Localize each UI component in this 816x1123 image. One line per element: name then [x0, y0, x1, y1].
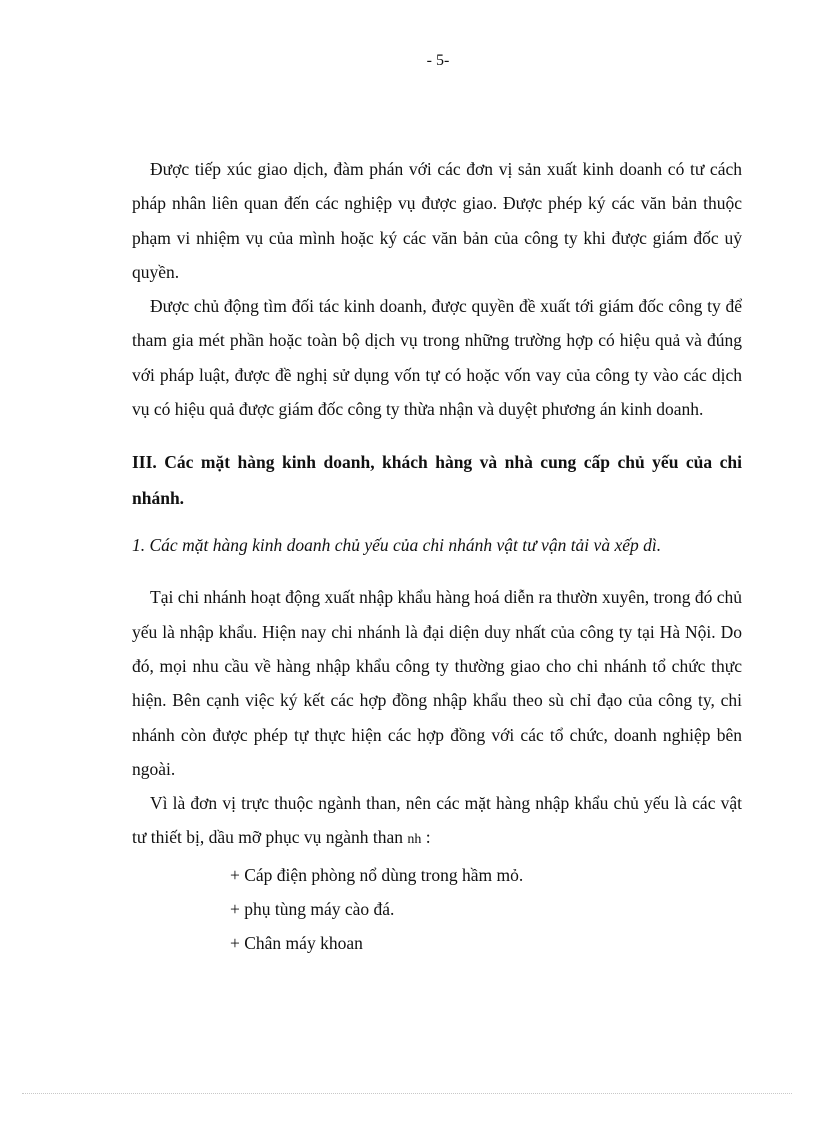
list-item: + Cáp điện phòng nổ dùng trong hầm mỏ. — [230, 864, 524, 885]
page-number: - 5- — [426, 52, 450, 69]
main-goods-text: Vì là đơn vị trực thuộc ngành than, nên các mặt hàng nhập khẩu chủ yếu là các vật tư thiết bị, dầu mỡ phục vụ ngành than — [132, 793, 742, 848]
subsection-heading-1: 1. Các mặt hàng kinh doanh chủ yếu của chi nhánh vật tư vận tải và xếp dì. — [132, 535, 662, 556]
goods-list — [132, 858, 742, 961]
list-item: + Chân máy khoan — [230, 933, 363, 954]
paragraph-authority: Được tiếp xúc giao dịch, đàm phán với các đơn vị sản xuất kinh doanh có tư cách pháp nhân liên quan đến các nghiệp vụ được giao. Được phép ký các văn bản thuộc phạm vi nhiệm vụ của mình hoặc ký các văn bản của công ty khi được giám đốc uỷ quyền. — [132, 159, 742, 282]
section-heading-iii: III. Các mặt hàng kinh doanh, khách hàng và nhà cung cấp chủ yếu của chi nhánh. — [132, 452, 742, 509]
paragraph-initiative: Được chủ động tìm đối tác kinh doanh, được quyền đề xuất tới giám đốc công ty để tham gia mét phần hoặc toàn bộ dịch vụ trong những trường hợp có hiệu quả và đúng với pháp luật, được đề nghị sử dụng vốn tự có hoặc vốn vay của công ty vào các dịch vụ có hiệu quả được giám đốc công ty thừa nhận và duyệt phương án kinh doanh. — [132, 296, 742, 420]
main-goods-colon: : — [421, 827, 431, 848]
paragraph-import-activity: Tại chi nhánh hoạt động xuất nhập khẩu hàng hoá diễn ra thườn xuyên, trong đó chủ yếu là nhập khẩu. Hiện nay chi nhánh là đại diện duy nhất của công ty tại Hà Nội. Do đó, mọi nhu cầu về hàng nhập khẩu công ty thường giao cho chi nhánh tổ chức thực hiện. Bên cạnh việc ký kết các hợp đồng nhập khẩu theo sù chỉ đạo của công ty, chi nhánh còn được phép tự thực hiện các hợp đồng với các tổ chức, doanh nghiệp bên ngoài. — [132, 587, 742, 779]
paragraph-main-goods — [132, 786, 742, 858]
main-goods-small-text: nh — [407, 832, 422, 848]
document-body — [132, 152, 742, 961]
page-bottom-divider — [22, 1093, 792, 1094]
list-item: + phụ tùng máy cào đá. — [230, 899, 395, 920]
